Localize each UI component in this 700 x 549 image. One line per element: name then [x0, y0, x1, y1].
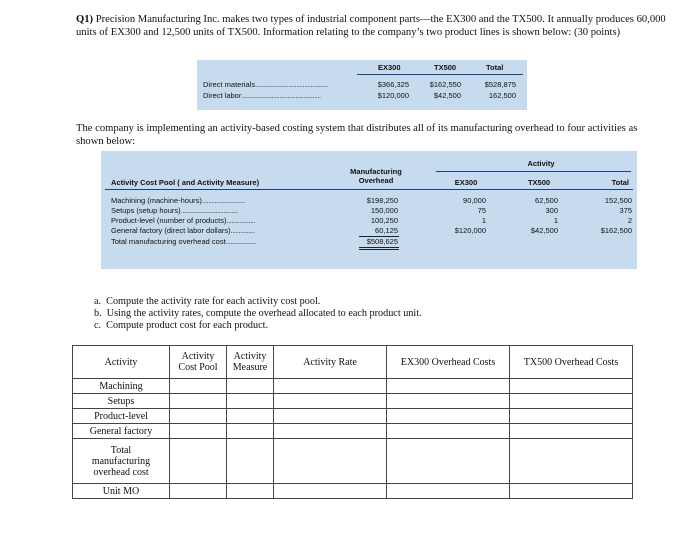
question-number: Q1) [76, 14, 94, 25]
divider [357, 74, 523, 75]
underline [359, 249, 399, 250]
answer-cell[interactable] [510, 394, 633, 409]
row-label-setups: Setups [73, 394, 170, 409]
total-general-factory: $162,500 [600, 226, 632, 235]
instruction-a: a. Compute the activity rate for each activity cost pool. [94, 296, 321, 307]
answer-cell[interactable] [510, 379, 633, 394]
underline [359, 247, 399, 248]
row-label-machining: Machining [73, 379, 170, 394]
dot-leader: .............................................. [255, 80, 328, 89]
direct-materials-tx500: $162,550 [429, 80, 461, 89]
ex300-general-factory: $120,000 [454, 226, 486, 235]
answer-cell[interactable] [227, 484, 274, 499]
direct-costs-header-ex300: EX300 [378, 63, 401, 72]
header-tx500: TX500 [527, 178, 551, 187]
instruction-c: c. Compute product cost for each product. [94, 320, 268, 331]
instructions-list [94, 296, 422, 332]
answer-cell[interactable] [387, 379, 510, 394]
header-measure: Activity Measure [227, 346, 274, 379]
answer-cell[interactable] [387, 484, 510, 499]
answer-cell[interactable] [510, 484, 633, 499]
table-header-row [73, 346, 633, 379]
direct-costs-header-tx500: TX500 [434, 63, 457, 72]
instruction-b: b. Using the activity rates, compute the overhead allocated to each product unit. [94, 308, 422, 319]
table-row [73, 484, 633, 499]
answer-cell[interactable] [274, 394, 387, 409]
total-setups: 375 [619, 206, 632, 215]
answer-cell[interactable] [510, 424, 633, 439]
answer-cell[interactable] [227, 439, 274, 484]
direct-costs-header-total: Total [486, 63, 504, 72]
header-tx500-overhead: TX500 Overhead Costs [510, 346, 633, 379]
pool-label-product-level: Product-level (number of products).................. [111, 216, 255, 225]
dot-leader: .................................................. [241, 91, 321, 100]
answer-cell[interactable] [274, 439, 387, 484]
answer-cell[interactable] [387, 394, 510, 409]
overhead-machining: $198,250 [366, 196, 398, 205]
ex300-setups: 75 [477, 206, 486, 215]
answer-cell[interactable] [274, 409, 387, 424]
tx500-product-level: 1 [553, 216, 558, 225]
answer-cell[interactable] [510, 439, 633, 484]
pool-label-machining: Machining (machine-hours)........................... [111, 196, 245, 205]
answer-cell[interactable] [170, 409, 227, 424]
answer-cell[interactable] [170, 379, 227, 394]
header-ex300: EX300 [454, 178, 478, 187]
answer-cell[interactable] [227, 394, 274, 409]
answer-cell[interactable] [170, 439, 227, 484]
header-pool: Activity Cost Pool ( and Activity Measure) [111, 178, 260, 187]
overhead-setups: 150,000 [370, 206, 398, 215]
answer-cell[interactable] [170, 394, 227, 409]
answer-cell[interactable] [170, 484, 227, 499]
overhead-product-level: 100,250 [370, 216, 398, 225]
direct-labor-ex300: $120,000 [377, 91, 409, 100]
row-label-product-level: Product-level [73, 409, 170, 424]
header-ex300-overhead: EX300 Overhead Costs [387, 346, 510, 379]
header-cost-pool: Activity Cost Pool [170, 346, 227, 379]
tx500-machining: 62,500 [535, 196, 558, 205]
direct-materials-ex300: $366,325 [377, 80, 409, 89]
answer-cell[interactable] [387, 439, 510, 484]
direct-labor-tx500: $42,500 [433, 91, 461, 100]
answer-cell[interactable] [170, 424, 227, 439]
answer-cell[interactable] [274, 379, 387, 394]
answer-table [72, 345, 633, 499]
answer-cell[interactable] [274, 424, 387, 439]
answer-cell[interactable] [274, 484, 387, 499]
overhead-general-factory: 60,125 [375, 226, 398, 235]
header-overhead-1: Manufacturing [350, 167, 402, 176]
answer-cell[interactable] [227, 409, 274, 424]
divider [436, 171, 631, 172]
ex300-product-level: 1 [481, 216, 486, 225]
direct-labor-total: 162,500 [488, 91, 516, 100]
table-row [73, 379, 633, 394]
answer-cell[interactable] [510, 409, 633, 424]
row-label-direct-labor: Direct labor [203, 91, 242, 100]
header-activity: Activity [527, 159, 555, 168]
answer-cell[interactable] [227, 379, 274, 394]
intro-text: The company is implementing an activity-based costing system that distributes all of its manufacturing overhead to four activities as shown below: [76, 123, 638, 147]
table-row [73, 439, 633, 484]
divider [105, 189, 633, 190]
activity-cost-pool-table [101, 151, 637, 269]
tx500-setups: 300 [545, 206, 558, 215]
header-overhead-2: Overhead [358, 176, 394, 185]
question-text [76, 13, 666, 39]
table-row [73, 424, 633, 439]
total-overhead-value: $508,625 [366, 237, 398, 246]
answer-cell[interactable] [387, 424, 510, 439]
row-label-total-overhead: Total manufacturing overhead cost [73, 439, 170, 484]
answer-cell[interactable] [227, 424, 274, 439]
question-body: Precision Manufacturing Inc. makes two types of industrial component parts—the EX300 and the TX500. It annually produces 60,000 units of EX300 and 12,500 units of TX500. Information relating to the company’s two product lines is shown below: (30 points) [76, 14, 666, 38]
header-activity: Activity [73, 346, 170, 379]
table-row [73, 394, 633, 409]
row-label-direct-materials: Direct materials [203, 80, 256, 89]
header-activity-rate: Activity Rate [274, 346, 387, 379]
total-machining: 152,500 [604, 196, 632, 205]
pool-label-setups: Setups (setup hours).................................... [111, 206, 238, 215]
ex300-machining: 90,000 [463, 196, 486, 205]
direct-costs-table [197, 60, 527, 110]
row-label-unit-mo: Unit MO [73, 484, 170, 499]
row-label-general-factory: General factory [73, 424, 170, 439]
table-row [73, 409, 633, 424]
direct-materials-total: $528,875 [484, 80, 516, 89]
tx500-general-factory: $42,500 [530, 226, 558, 235]
pool-label-general-factory: General factory (direct labor dollars)............... [111, 226, 255, 235]
header-total: Total [611, 178, 629, 187]
answer-cell[interactable] [387, 409, 510, 424]
total-product-level: 2 [627, 216, 632, 225]
total-overhead-label: Total manufacturing overhead cost................... [111, 237, 256, 246]
